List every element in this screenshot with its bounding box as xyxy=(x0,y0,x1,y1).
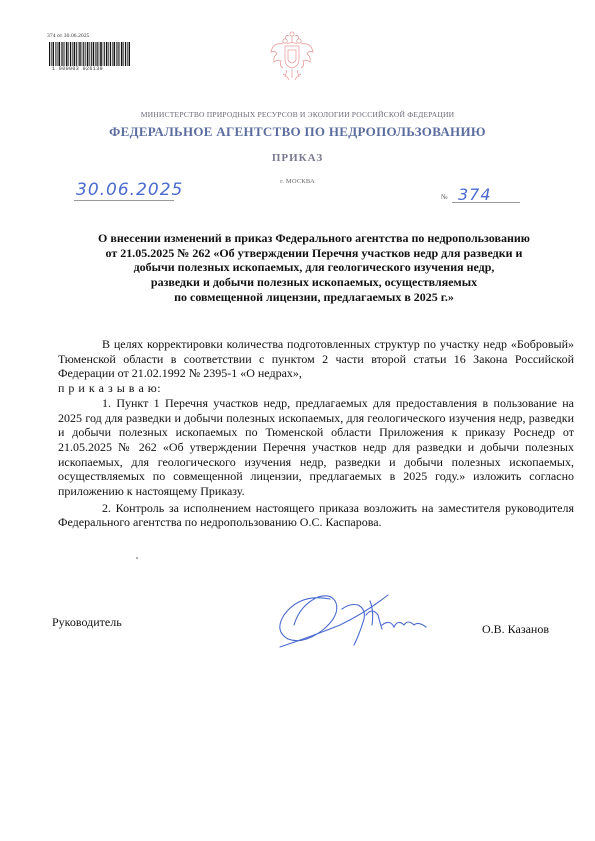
barcode xyxy=(49,42,131,66)
barcode-number: 1 000003 026139 xyxy=(52,66,104,72)
signatory-role: Руководитель xyxy=(52,615,122,629)
title-line: по совмещенной лицензии, предлагаемых в 2025 г.» xyxy=(174,289,454,304)
handwritten-number: 374 xyxy=(458,185,492,204)
agency-name: ФЕДЕРАЛЬНОЕ АГЕНТСТВО ПО НЕДРОПОЛЬЗОВАНИЮ xyxy=(109,124,486,139)
title-line: разведки и добычи полезных ископаемых, осуществляемых xyxy=(150,275,478,290)
document-title xyxy=(54,231,574,305)
city-label: г. МОСКВА xyxy=(280,178,315,185)
item-2-paragraph: 2. Контроль за исполнением настоящего приказа возложить на заместителя руководителя Федерального агентства по недропользованию О.С. Каспарова. xyxy=(58,500,574,530)
coat-of-arms-emblem xyxy=(269,30,315,82)
number-sign: № xyxy=(441,193,448,201)
title-line: добычи полезных ископаемых, для геологического изучения недр, xyxy=(133,260,495,275)
title-line: О внесении изменений в приказ Федерального агентства по недропользованию xyxy=(98,231,530,245)
intro-paragraph: В целях корректировки количества подготовленных структур по участку недр «Бобровый» Тюменской области в соответствии с пунктом 2 части второй статьи 16 Закона Российской Федерации от 21.02.1992 № 2395-1 «О недрах», xyxy=(58,337,574,381)
stray-dot xyxy=(136,557,138,559)
ministry-name: МИНИСТЕРСТВО ПРИРОДНЫХ РЕСУРСОВ И ЭКОЛОГИИ РОССИЙСКОЙ ФЕДЕРАЦИИ xyxy=(140,110,455,119)
item-1-paragraph: 1. Пункт 1 Перечня участков недр, предлагаемых для предоставления в пользование на 2025 год для разведки и добычи полезных ископаемых, для геологического изучения недр, разведки и добычи полезных ископаемых по Тюменской области Приложения к приказу Роснедр от 21.05.2025 № 262 «Об утверждении Перечня участков недр для разведки и добычи полезных ископаемых, для геологического изучения недр, разведки и добычи полезных ископаемых, осуществляемых по совмещенной лицензии, предлагаемых в 2025 году.» изложить согласно приложению к настоящему Приказу. xyxy=(58,395,574,499)
signatory-name: О.В. Казанов xyxy=(482,622,549,636)
document-type: ПРИКАЗ xyxy=(271,152,324,164)
handwritten-date: 30.06.2025 xyxy=(76,180,184,200)
number-underline xyxy=(452,202,520,203)
registration-line: 374 от 30.06.2025 xyxy=(47,33,90,39)
order-word: п р и к а з ы в а ю: xyxy=(58,381,162,396)
handwritten-signature xyxy=(270,585,440,655)
date-underline xyxy=(74,200,174,201)
document-body xyxy=(58,337,574,530)
title-line: от 21.05.2025 № 262 «Об утверждении Перечня участков недр для разведки и xyxy=(105,245,523,260)
